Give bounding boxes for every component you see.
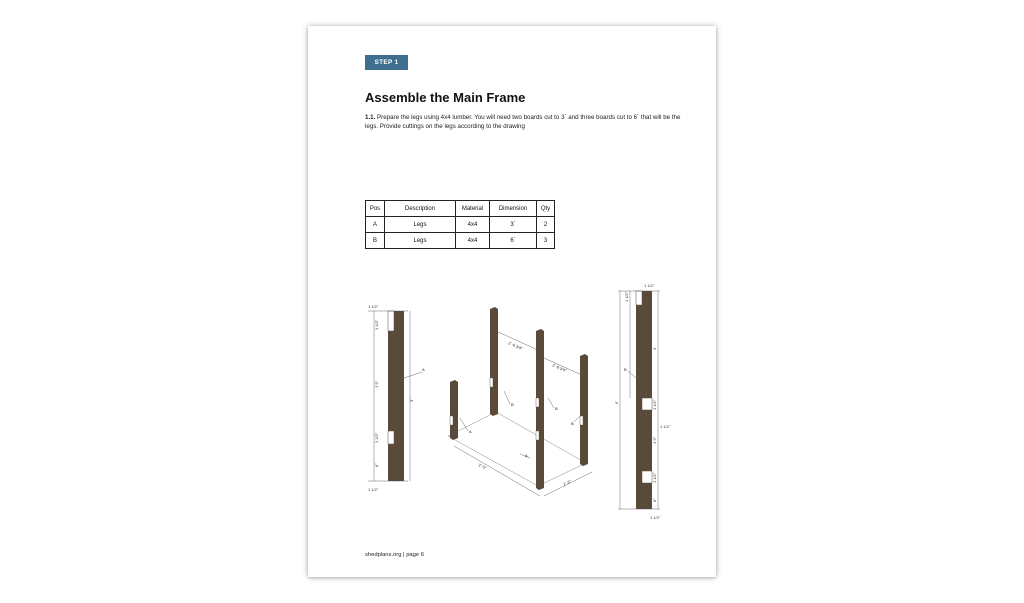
center-dim-side: 2´-5"	[562, 478, 573, 487]
right-leg-low-notch	[642, 471, 652, 483]
left-dim-span: 1´9"	[374, 380, 379, 388]
center-label-5: A	[525, 453, 528, 458]
center-assembly-drawing	[448, 307, 592, 496]
page-footer	[365, 552, 424, 558]
left-dim-top: 1 1/2"	[368, 304, 379, 309]
right-dim-base: 1 1/2"	[650, 515, 661, 520]
right-leg-top-notch	[636, 291, 642, 305]
cell-material: 4x4	[456, 217, 490, 233]
center-label-3: B	[571, 421, 574, 426]
right-leg-label: B	[624, 367, 627, 372]
cell-qty: 2	[537, 217, 555, 233]
leg-b-right	[580, 354, 588, 466]
cell-qty: 3	[537, 233, 555, 249]
left-leg-label: A	[422, 367, 425, 372]
header-material: Material	[456, 201, 490, 217]
center-dim-right: 2´-8 3/4"	[551, 362, 568, 374]
leg-a-front-left	[450, 380, 458, 440]
right-dim-bottom: 8"	[652, 498, 657, 502]
right-leg-mid-notch	[642, 398, 652, 410]
right-leg-drawing	[614, 283, 671, 520]
cell-pos: A	[366, 217, 385, 233]
document-page	[308, 26, 716, 577]
header-description: Description	[385, 201, 456, 217]
left-leg-drawing	[368, 304, 425, 492]
right-dim-notch3: 1 1/2"	[652, 472, 657, 483]
center-dim-front: 3´-5"	[477, 462, 488, 471]
footer-page: page 6	[406, 552, 424, 558]
cell-description: Legs	[385, 217, 456, 233]
left-dim-bottom: 8"	[374, 463, 379, 467]
center-label-2: B	[555, 406, 558, 411]
footer-separator: |	[403, 552, 405, 558]
left-dim-total: 3´	[409, 398, 414, 402]
right-dim-notch2: 1 1/2"	[652, 399, 657, 410]
left-dim-notch2: 1 1/2"	[374, 432, 379, 443]
cell-dimension: 3´	[490, 217, 537, 233]
page-title: Assemble the Main Frame	[365, 90, 526, 105]
center-label-4: A	[469, 429, 472, 434]
header-qty: Qty	[537, 201, 555, 217]
left-dim-notch1: 1 1/2"	[374, 319, 379, 330]
cell-pos: B	[366, 233, 385, 249]
right-dim-notch2-w: 1 1/2"	[660, 424, 671, 429]
leg-b-back	[490, 307, 498, 416]
center-dim-back: 2´-8 3/4"	[507, 340, 524, 352]
footer-site: shedplans.org	[365, 552, 402, 558]
right-dim-upper: 3´	[652, 346, 657, 350]
left-dim-base: 1 1/2"	[368, 487, 379, 492]
left-leg-body	[388, 311, 404, 481]
right-dim-span: 1´9"	[652, 436, 657, 444]
left-leg-top-notch	[388, 311, 394, 331]
intro-number: 1.1.	[365, 114, 376, 121]
intro-text: Prepare the legs using 4x4 lumber. You will need two boards cut to 3´ and three boards cut to 6´ that will be the legs. Provide cuttings on the legs according to the drawing	[365, 114, 681, 130]
step-badge: STEP 1	[365, 55, 408, 70]
center-label-1: B	[511, 402, 514, 407]
cell-dimension: 6´	[490, 233, 537, 249]
left-leg-mid-notch	[388, 431, 394, 444]
right-dim-top: 1 1/2"	[644, 283, 655, 288]
right-dim-total: 6´	[614, 400, 619, 404]
cell-description: Legs	[385, 233, 456, 249]
leg-b-middle	[536, 329, 544, 490]
right-dim-notch1: 1 1/2"	[624, 291, 629, 302]
header-pos: Pos	[366, 201, 385, 217]
cell-material: 4x4	[456, 233, 490, 249]
header-dimension: Dimension	[490, 201, 537, 217]
assembly-drawing	[308, 26, 716, 577]
